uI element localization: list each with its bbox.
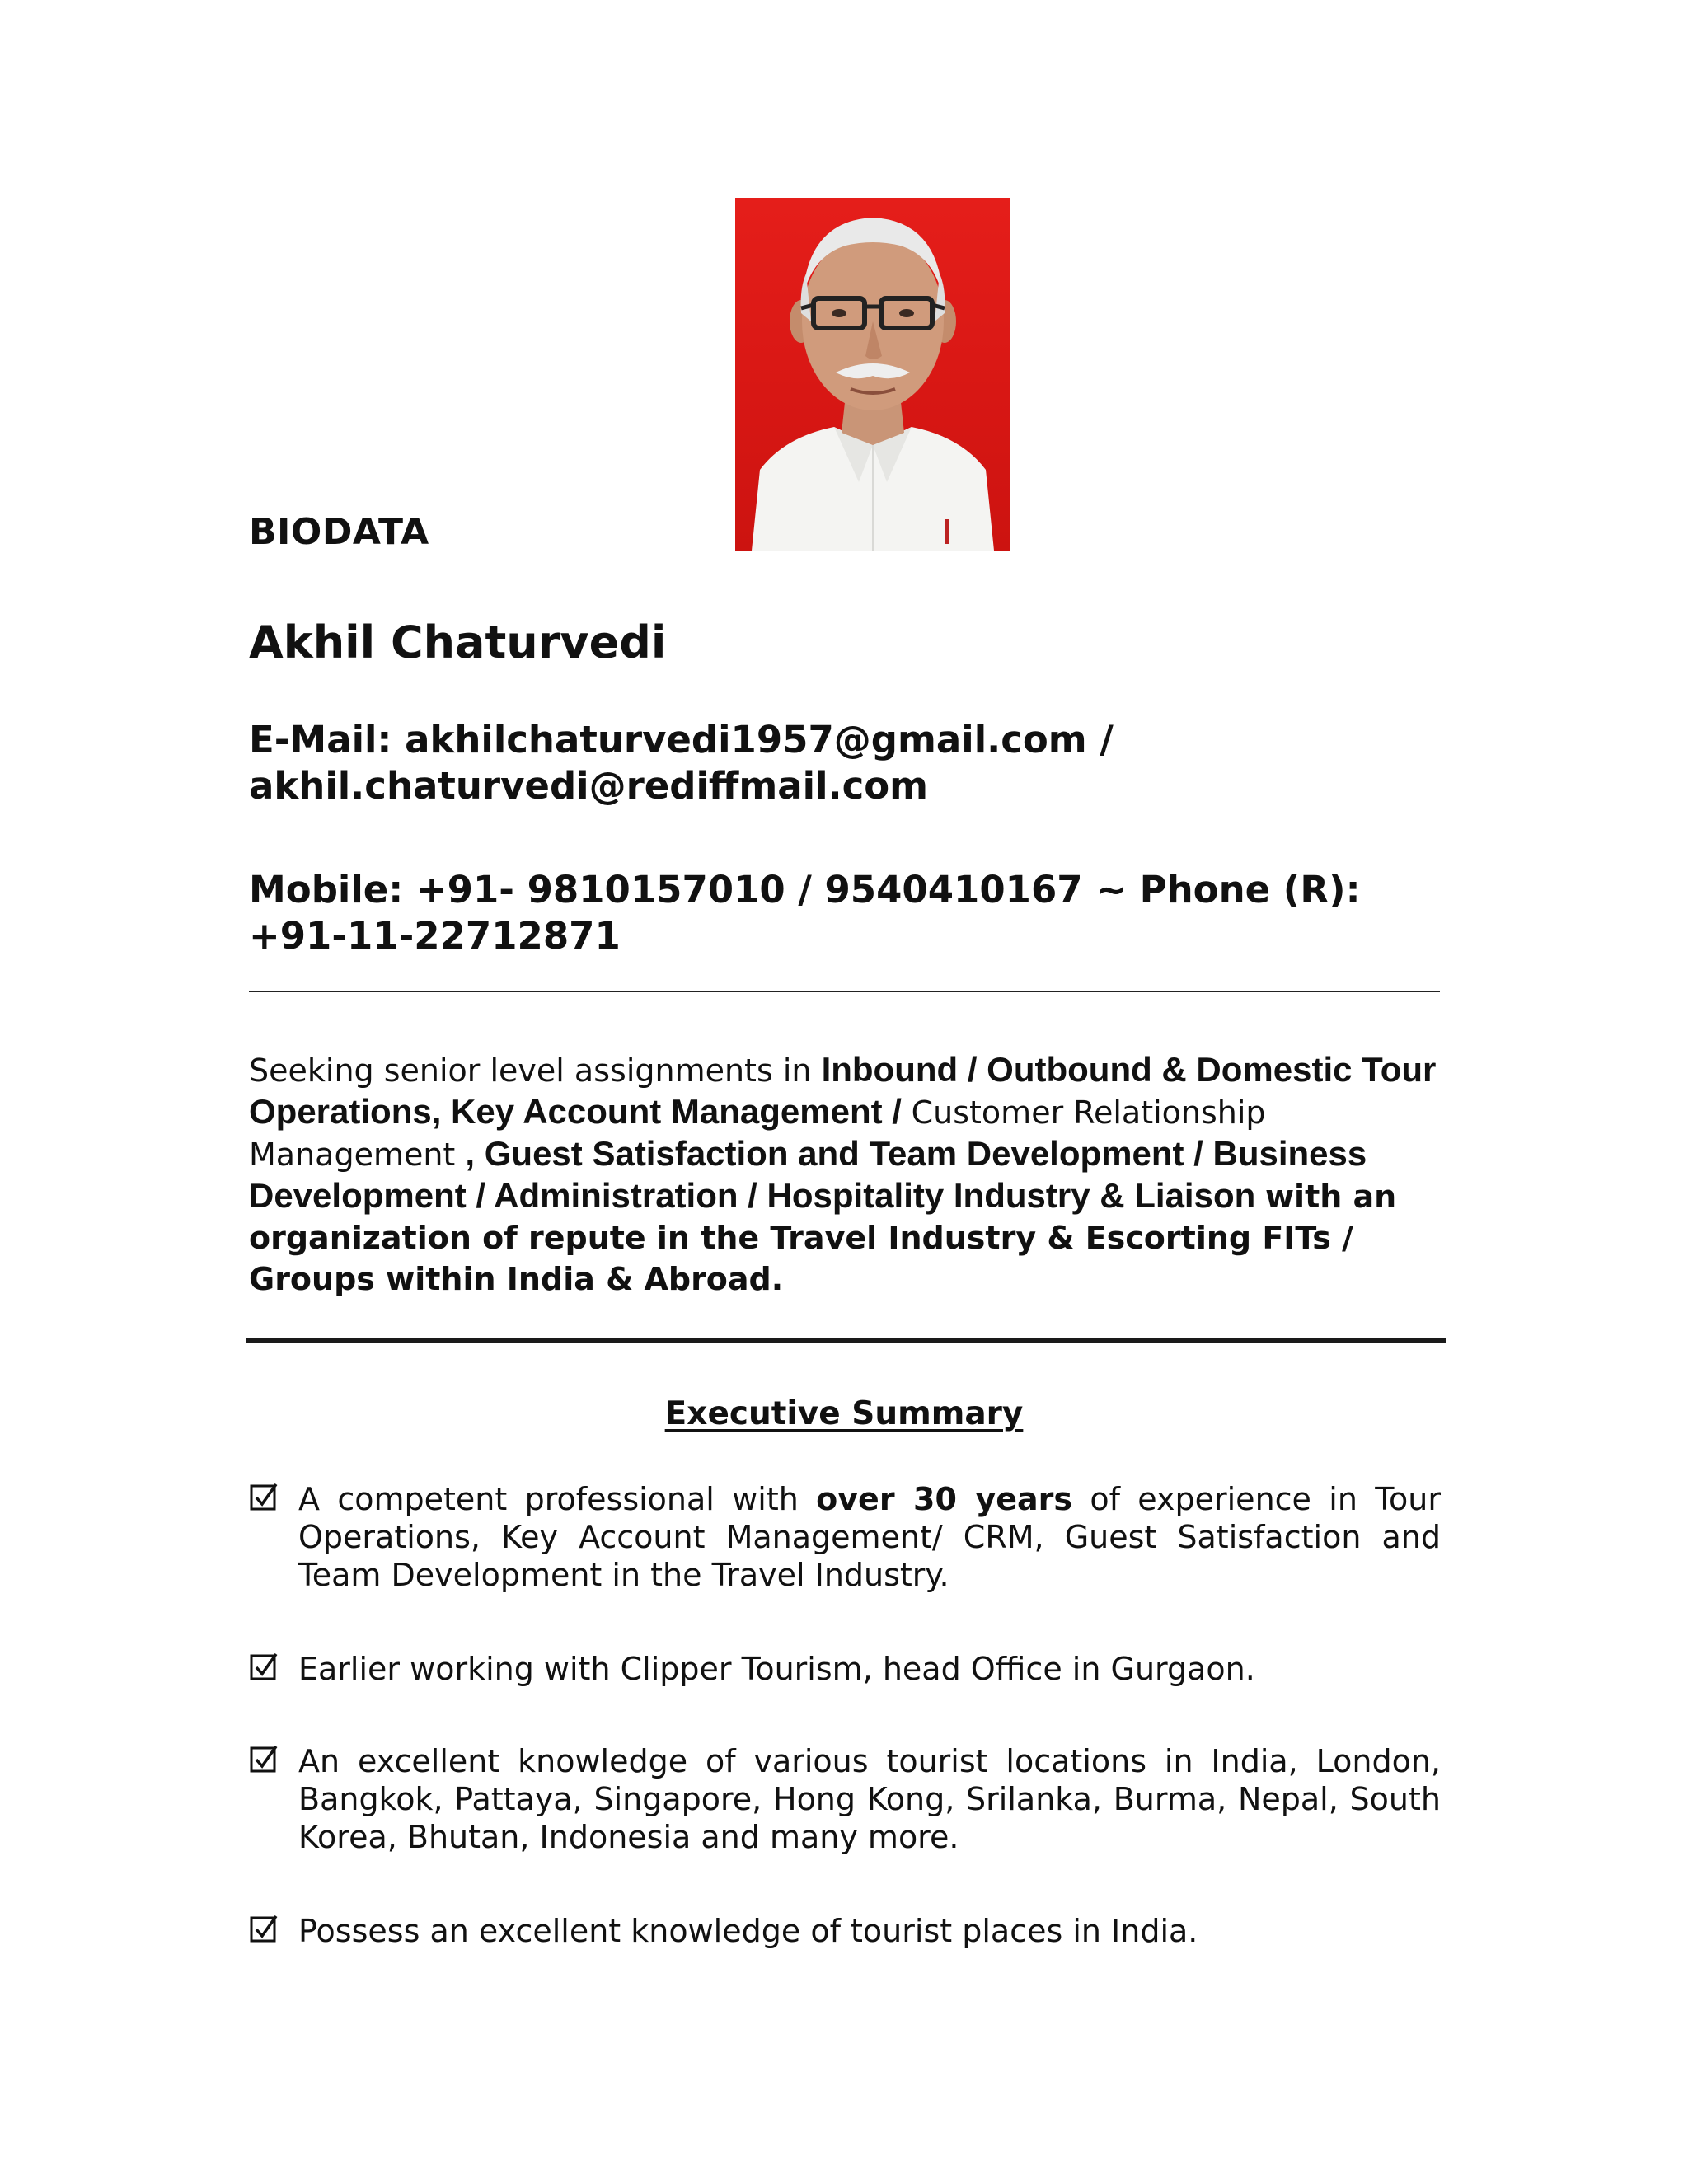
list-item [249,1742,1441,1856]
email-line: E-Mail: akhilchaturvedi1957@gmail.com / akhil.chaturvedi@rediffmail.com [249,718,1114,808]
career-objective [249,1049,1444,1300]
list-item [249,1912,1441,1950]
list-item-text: of experience in Tour Operations, Key Account Management/ CRM, Guest Satisfaction and Team Development in the Travel Industry. [298,1481,1441,1593]
list-item [249,1480,1441,1594]
list-item-text: Earlier working with Clipper Tourism, head Office in Gurgaon. [298,1651,1255,1687]
executive-summary-list [249,1480,1441,2006]
candidate-name: Akhil Chaturvedi [249,616,667,668]
profile-photo [735,198,1010,551]
checkbox-checked-icon [249,1744,279,1775]
list-item-text: A competent professional with [298,1481,817,1517]
list-item-text: An excellent knowledge of various tourist locations in India, London, Bangkok, Pattaya, Singapore, Hong Kong, Srilanka, Burma, Nepal, South Korea, Bhutan, Indonesia and many more. [298,1743,1441,1855]
list-item-text: Possess an excellent knowledge of tourist places in India. [298,1913,1198,1949]
section-divider [246,1338,1446,1343]
checkbox-checked-icon [249,1482,279,1513]
mobile-phone-line: Mobile: +91- 9810157010 / 9540410167 ~ Phone (R): +91-11-22712871 [249,868,1361,958]
checkbox-checked-icon [249,1652,279,1683]
executive-summary-heading: Executive Summary [664,1395,1024,1432]
separator-line [249,991,1440,992]
objective-highlight: Inbound / Outbound & Domestic Tour Operations, Key Account Management / [249,1050,1437,1131]
checkbox-checked-icon [249,1914,279,1945]
objective-highlight: , Guest Satisfaction and Team Development / Business Development / Administration / Hospitality Industry & Liaison [249,1134,1367,1215]
list-item [249,1650,1441,1688]
objective-text: Seeking senior level assignments in [249,1052,822,1089]
objective-text: with an organization of repute in the Travel Industry & Escorting FITs / Groups within India & Abroad. [249,1179,1397,1297]
biodata-heading: BIODATA [249,511,429,553]
list-item-emphasis: over 30 years [816,1481,1072,1517]
objective-text: Customer Relationship Management [249,1094,1266,1173]
